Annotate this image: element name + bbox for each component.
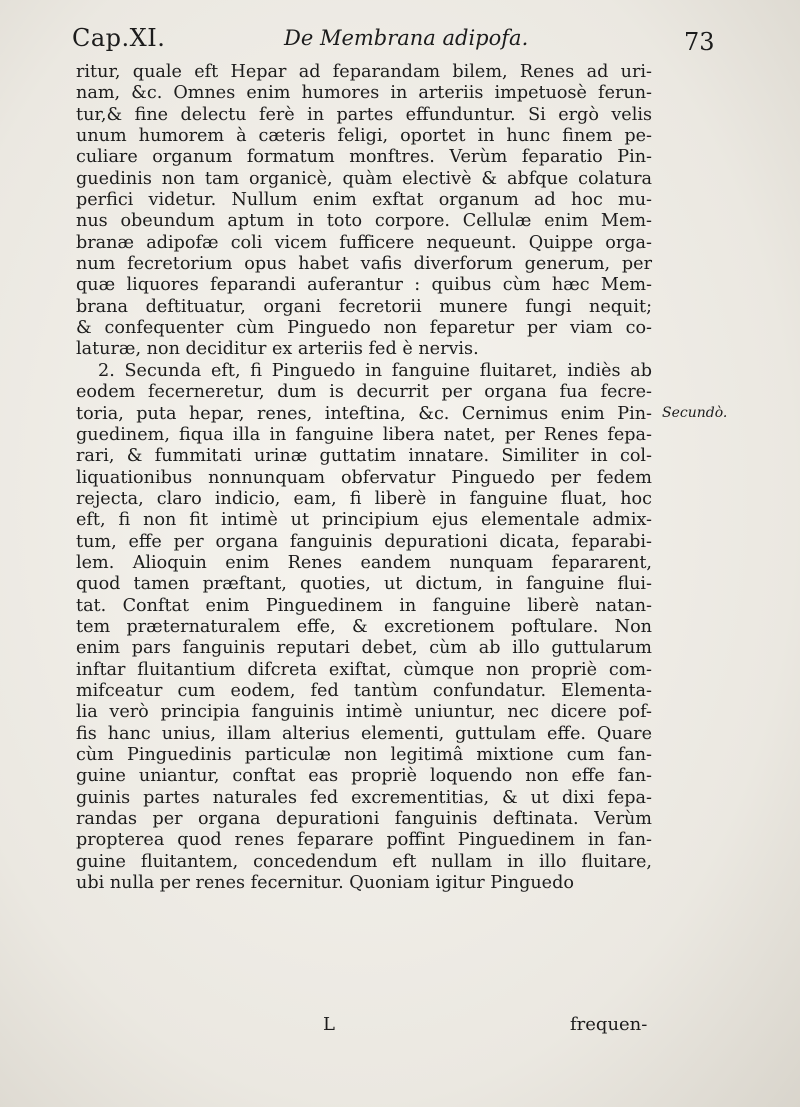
text-line: branæ adipofæ coli vicem fufficere nequeunt. Quippe orga- bbox=[76, 232, 652, 253]
text-line: quæ liquores feparandi auferantur : quibus cùm hæc Mem- bbox=[76, 275, 652, 296]
marginal-note: Secundò. bbox=[662, 405, 728, 421]
text-line: lia verò principia fanguinis intimè uniuntur, nec dicere pof- bbox=[76, 702, 652, 723]
text-line: guinis partes naturales fed excrementitias, & ut dixi fepa- bbox=[76, 787, 652, 808]
text-line: & confequenter cùm Pinguedo non feparetur per viam co- bbox=[76, 318, 652, 339]
text-line: tum, effe per organa fanguinis depurationi dicata, feparabi- bbox=[76, 531, 652, 552]
page-number: 73 bbox=[684, 28, 715, 56]
text-line: nam, &c. Omnes enim humores in arteriis impetuosè ferun- bbox=[76, 83, 652, 104]
text-line: ubi nulla per renes fecernitur. Quoniam igitur Pinguedo bbox=[76, 873, 574, 894]
text-line: randas per organa depurationi fanguinis deftinata. Verùm bbox=[76, 809, 652, 830]
text-line: guine fluitantem, concedendum eft nullam in illo fluitare, bbox=[76, 851, 652, 872]
text-line: culiare organum formatum monftres. Verùm feparatio Pin- bbox=[76, 147, 652, 168]
text-line: cùm Pinguedinis particulæ non legitimâ mixtione cum fan- bbox=[76, 745, 652, 765]
text-line: num fecretorium opus habet vafis diverforum generum, per bbox=[76, 254, 652, 275]
text-line: enim pars fanguinis reputari debet, cùm ab illo guttularum bbox=[76, 638, 652, 659]
text-line: brana deftituatur, organi fecretorii munere fungi nequit; bbox=[76, 296, 652, 317]
text-line: liquationibus nonnunquam obfervatur Pinguedo per fedem bbox=[76, 467, 652, 488]
catchword: frequen- bbox=[570, 1014, 648, 1035]
text-line: propterea quod renes feparare poffint Pinguedinem in fan- bbox=[76, 830, 652, 851]
text-line: eft, fi non fit intimè ut principium ejus elementale admix- bbox=[76, 510, 652, 531]
text-line: tem præternaturalem effe, & excretionem poftulare. Non bbox=[76, 616, 652, 637]
text-line: lem. Alioquin enim Renes eandem nunquam fepararent, bbox=[76, 552, 652, 573]
text-line: unum humorem à cæteris feligi, oportet in hunc finem pe- bbox=[76, 126, 652, 147]
text-line: laturæ, non deciditur ex arteriis fed è nervis. bbox=[76, 339, 479, 360]
text-line: guedinis non tam organicè, quàm electivè & abfque colatura bbox=[76, 168, 652, 189]
text-line: fis hanc unius, illam alterius elementi, guttulam effe. Quare bbox=[76, 723, 652, 744]
text-line: nus obeundum aptum in toto corpore. Cellulæ enim Mem- bbox=[76, 211, 652, 232]
text-line: inftar fluitantium difcreta exiftat, cùmque non propriè com- bbox=[76, 659, 652, 680]
text-line: perfici videtur. Nullum enim exftat organum ad hoc mu- bbox=[76, 190, 652, 211]
text-line: 2. Secunda eft, fi Pinguedo in fanguine fluitaret, indiès ab bbox=[98, 360, 652, 381]
text-line: eodem fecerneretur, dum is decurrit per organa fua fecre- bbox=[76, 382, 652, 403]
text-line: quod tamen præftant, quoties, ut dictum, in fanguine flui- bbox=[76, 574, 652, 595]
page-header bbox=[72, 22, 715, 62]
body-text bbox=[76, 62, 652, 894]
text-line: mifceatur cum eodem, fed tantùm confundatur. Elementa- bbox=[76, 680, 652, 701]
text-line: rejecta, claro indicio, eam, fi liberè in fanguine fluat, hoc bbox=[76, 488, 652, 509]
text-line: guine uniantur, conftat eas propriè loquendo non effe fan- bbox=[76, 766, 652, 787]
text-line: tat. Conftat enim Pinguedinem in fanguine liberè natan- bbox=[76, 595, 652, 616]
signature-mark: L bbox=[323, 1014, 335, 1035]
text-line: tur,& fine delectu ferè in partes effunduntur. Si ergò velis bbox=[76, 104, 652, 125]
text-line: guedinem, fiqua illa in fanguine libera natet, per Renes fepa- bbox=[76, 424, 652, 445]
text-line: ritur, quale eft Hepar ad feparandam bilem, Renes ad uri- bbox=[76, 62, 652, 82]
text-line: toria, puta hepar, renes, inteftina, &c. Cernimus enim Pin- bbox=[76, 403, 652, 424]
running-title: De Membrana adipofa. bbox=[284, 26, 529, 50]
text-line: rari, & fummitati urinæ guttatim innatare. Similiter in col- bbox=[76, 446, 652, 467]
chapter-label: Cap.XI. bbox=[72, 24, 166, 52]
